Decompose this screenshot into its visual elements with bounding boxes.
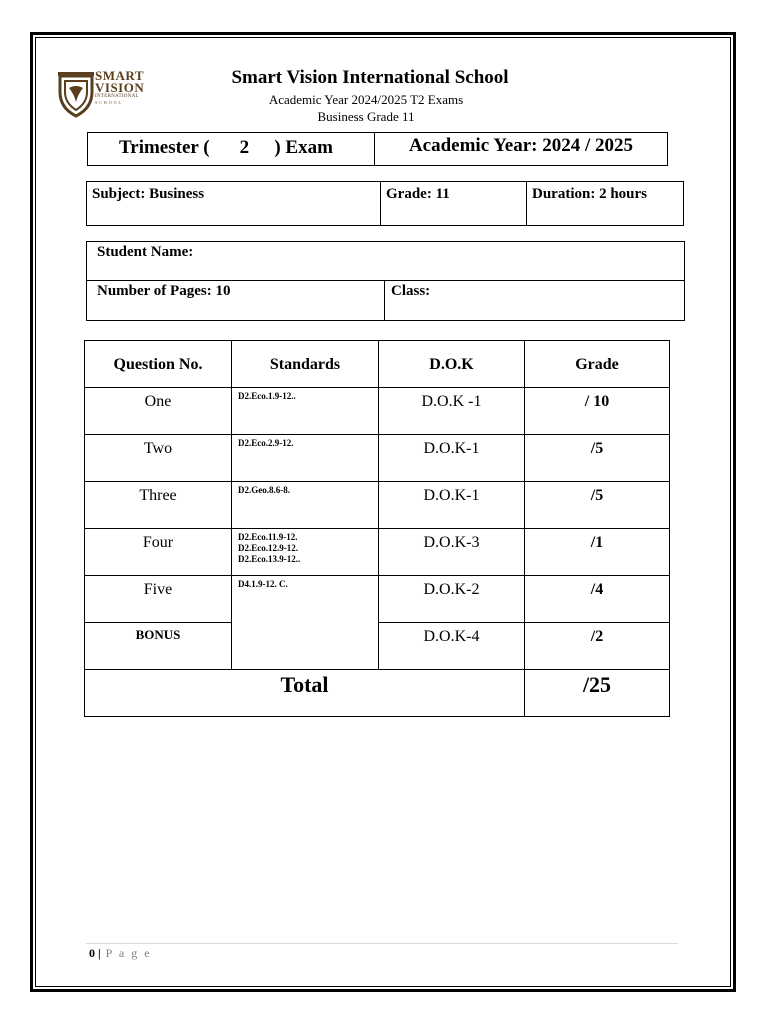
dok-cell: D.O.K-2: [379, 576, 525, 623]
question-cell: Five: [85, 576, 232, 623]
question-cell: Four: [85, 529, 232, 576]
academic-year-cell: Academic Year: 2024 / 2025: [375, 133, 668, 166]
question-cell: BONUS: [85, 623, 232, 670]
trimester-cell: [88, 133, 375, 166]
header-dok: D.O.K: [379, 341, 525, 388]
logo-school: SCHOOL: [95, 100, 124, 105]
exam-label: ) Exam: [274, 137, 333, 158]
header-standards: Standards: [232, 341, 379, 388]
standard-code: D2.Eco.12.9-12.: [238, 543, 298, 553]
dok-cell: D.O.K-1: [379, 435, 525, 482]
total-grade: /25: [525, 670, 670, 717]
school-title: Smart Vision International School: [231, 67, 509, 88]
page-label: P a g e: [105, 946, 152, 960]
grade-cell: / 10: [525, 388, 670, 435]
grades-table: [84, 340, 670, 717]
logo-smart: SMART: [95, 68, 144, 83]
dok-cell: D.O.K -1: [379, 388, 525, 435]
grade-cell: /5: [525, 435, 670, 482]
class-field[interactable]: Class:: [385, 281, 685, 321]
standards-cell: [232, 529, 379, 576]
logo-wordmark: [95, 70, 144, 105]
trimester-label: Trimester (: [119, 137, 210, 158]
number-of-pages-cell: Number of Pages: 10: [87, 281, 385, 321]
table-row: [85, 435, 670, 482]
header-question-no: Question No.: [85, 341, 232, 388]
standards-cell: [232, 435, 379, 482]
standard-code: D2.Eco.13.9-12..: [238, 554, 301, 564]
total-label: Total: [85, 670, 525, 717]
logo-international: INTERNATIONAL: [95, 94, 139, 99]
dok-cell: D.O.K-3: [379, 529, 525, 576]
student-name-field[interactable]: Student Name:: [87, 242, 685, 281]
page-footer: [89, 946, 152, 961]
grade-cell: /4: [525, 576, 670, 623]
details-table: [86, 181, 684, 226]
question-cell: Two: [85, 435, 232, 482]
table-row: [85, 576, 670, 623]
dok-cell: D.O.K-4: [379, 623, 525, 670]
student-info-table: [86, 241, 685, 321]
total-row: [85, 670, 670, 717]
grade-cell: /5: [525, 482, 670, 529]
grade-cell: Grade: 11: [381, 182, 527, 226]
footer-divider: [86, 943, 678, 944]
dok-cell: D.O.K-1: [379, 482, 525, 529]
trimester-value: 2: [239, 137, 250, 158]
exam-subtitle: Academic Year 2024/2025 T2 Exams: [268, 92, 464, 107]
page-number: 0 |: [89, 946, 101, 960]
subject-grade-line: Business Grade 11: [317, 109, 415, 124]
standards-cell: [232, 388, 379, 435]
standard-code: D4.1.9-12. C.: [238, 579, 288, 589]
table-row: [85, 388, 670, 435]
standard-code: D2.Geo.8.6-8.: [238, 485, 290, 495]
standard-code: D2.Eco.2.9-12.: [238, 438, 294, 448]
logo-vision: VISION: [95, 80, 145, 95]
standard-code: D2.Eco.1.9-12..: [238, 391, 296, 401]
table-row: [85, 529, 670, 576]
exam-header-table: [87, 132, 668, 166]
header-grade: Grade: [525, 341, 670, 388]
school-logo-icon: [56, 70, 96, 120]
duration-cell: Duration: 2 hours: [527, 182, 684, 226]
standards-cell: [232, 576, 379, 670]
question-cell: Three: [85, 482, 232, 529]
question-cell: One: [85, 388, 232, 435]
subject-cell: Subject: Business: [87, 182, 381, 226]
table-row: [85, 482, 670, 529]
standards-cell: [232, 482, 379, 529]
grade-cell: /1: [525, 529, 670, 576]
grade-cell: /2: [525, 623, 670, 670]
standard-code: D2.Eco.11.9-12.: [238, 532, 298, 542]
